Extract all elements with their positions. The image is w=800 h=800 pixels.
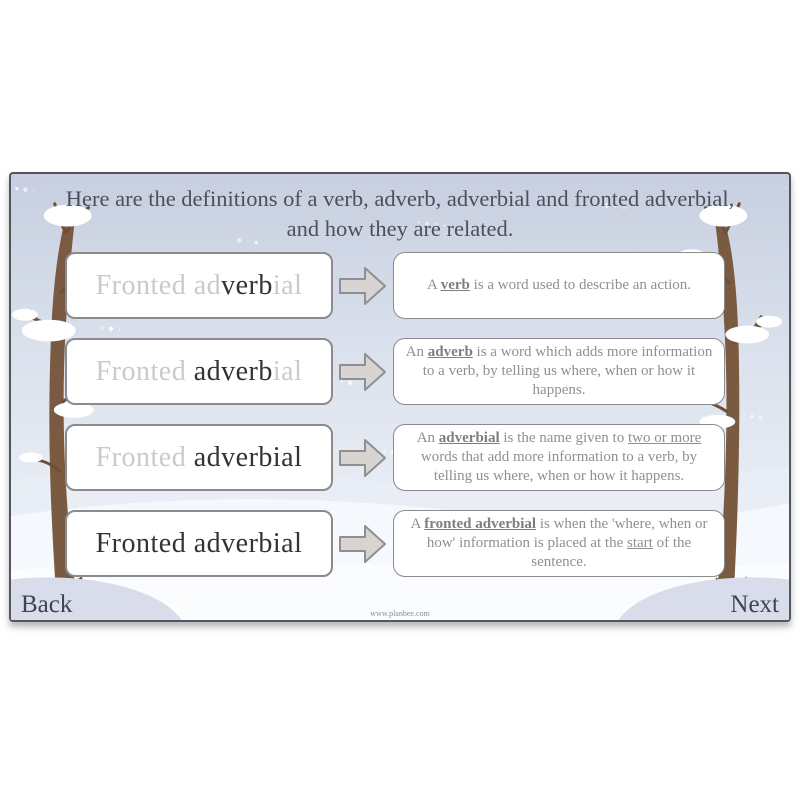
definition-row (65, 338, 725, 405)
right-arrow-icon (339, 521, 387, 567)
definition-box (393, 252, 725, 319)
term-text: Fronted adverbial (95, 527, 303, 559)
back-button[interactable]: Back (21, 591, 73, 618)
term-text: Fronted adverbial (95, 441, 303, 473)
right-arrow-icon (339, 349, 387, 395)
term-box (65, 424, 333, 491)
slide-title: Here are the definitions of a verb, adverb, adverbial and fronted adverbial, and how they are related. (65, 186, 735, 241)
term-box (65, 510, 333, 577)
term-text: Fronted adverbial (95, 355, 303, 387)
definition-box (393, 338, 725, 405)
definition-rows (65, 252, 725, 577)
definition-row (65, 510, 725, 577)
term-text: Fronted adverbial (95, 269, 303, 301)
definition-row (65, 252, 725, 319)
definition-text: A fronted adverbial is when the 'where, when or how' information is placed at the start of the sentence. (410, 515, 708, 571)
next-button[interactable]: Next (730, 591, 779, 618)
definition-row (65, 424, 725, 491)
definition-box (393, 424, 725, 491)
term-box (65, 252, 333, 319)
definition-box (393, 510, 725, 577)
lesson-slide (9, 172, 791, 622)
term-box (65, 338, 333, 405)
watermark: www.planbee.com (370, 609, 430, 618)
definition-text: A verb is a word used to describe an action. (426, 276, 692, 293)
right-arrow-icon (339, 435, 387, 481)
definition-text: An adverbial is the name given to two or more words that add more information to a verb, by telling us where, when or how it happens. (416, 429, 702, 485)
definition-text: An adverb is a word which adds more information to a verb, by telling us where, when or how it happens. (405, 343, 713, 399)
right-arrow-icon (339, 263, 387, 309)
